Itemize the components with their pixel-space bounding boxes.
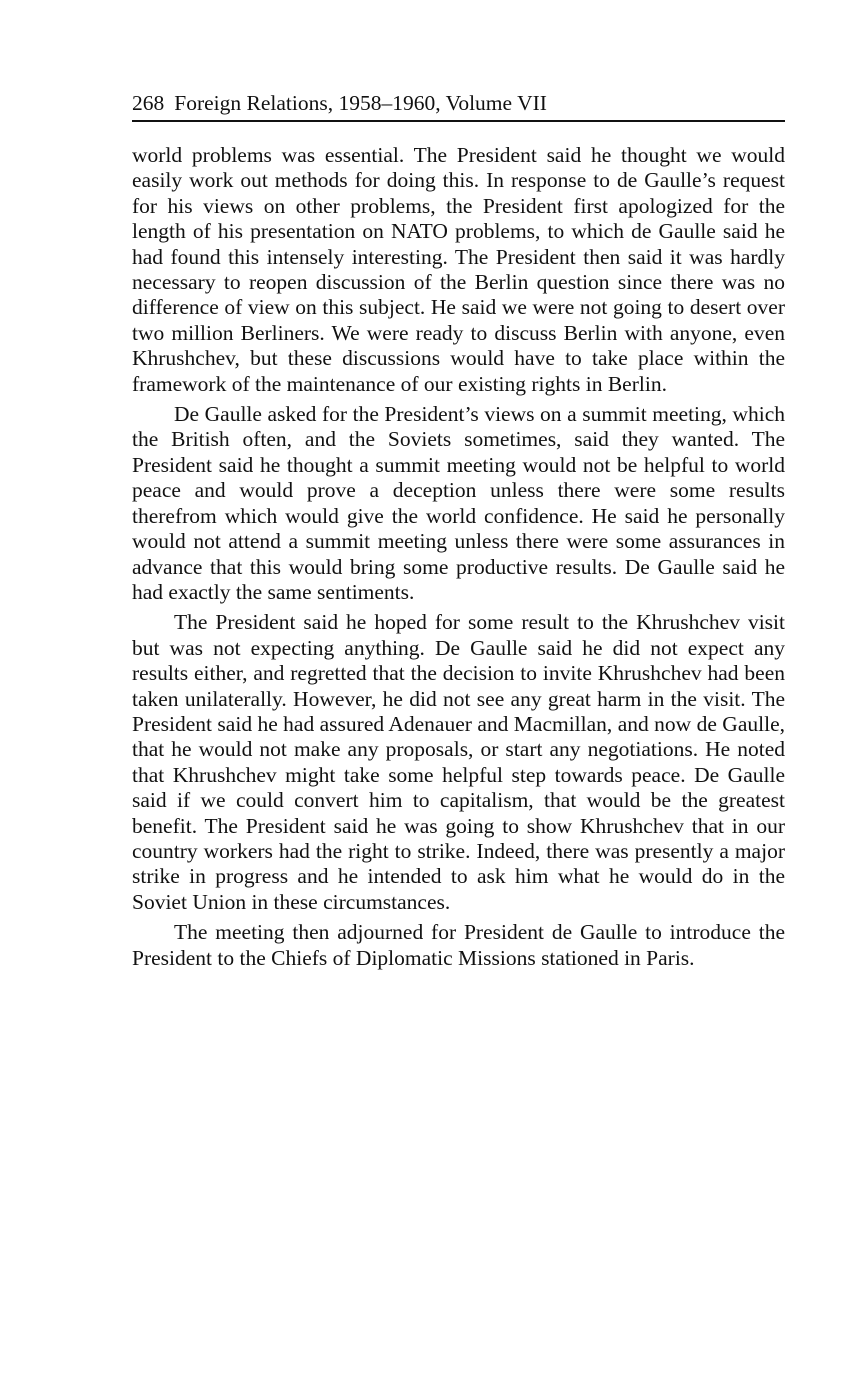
page-number: 268: [132, 91, 165, 115]
paragraph-meeting-adjourned: The meeting then adjourned for President de Gaulle to introduce the President to the Chiefs of Diplomatic Missions stationed in Paris.: [132, 920, 785, 970]
paragraph-continued: world problems was essential. The President said he thought we would easily work out methods for doing this. In response to de Gaulle’s request for his views on other problems, the President first apologized for the length of his presentation on NATO problems, to which de Gaulle said he had found this intensely interesting. The President then said it was hardly necessary to reopen discussion of the Berlin question since there was no difference of view on this subject. He said we were not going to desert over two million Berliners. We were ready to discuss Berlin with anyone, even Khrushchev, but these discussions would have to take place within the framework of the maintenance of our existing rights in Berlin.: [132, 143, 785, 396]
running-head: [132, 88, 785, 122]
paragraph-summit-meeting: De Gaulle asked for the President’s views on a summit meeting, which the British often, and the Soviets sometimes, said they wanted. The President said he thought a summit meeting would not be helpful to world peace and would prove a deception unless there were some results therefrom which would give the world confidence. He said he personally would not attend a summit meeting unless there were some assurances in advance that this would bring some productive results. De Gaulle said he had exactly the same sentiments.: [132, 402, 785, 604]
paragraph-khrushchev-visit: The President said he hoped for some result to the Khrushchev visit but was not expecting anything. De Gaulle said he did not expect any results either, and regretted that the decision to invite Khrushchev had been taken unilaterally. However, he did not see any great harm in the visit. The President said he had assured Adenauer and Macmillan, and now de Gaulle, that he would not make any proposals, or start any negotiations. He noted that Khrushchev might take some helpful step towards peace. De Gaulle said if we could convert him to capitalism, that would be the greatest benefit. The President said he was going to show Khrushchev that in our country workers had the right to strike. Indeed, there was presently a major strike in progress and he intended to ask him what he would do in the Soviet Union in these circumstances.: [132, 610, 785, 914]
publication-title: Foreign Relations, 1958–1960, Volume VII: [174, 91, 547, 115]
body-text: [132, 143, 785, 971]
document-page: [132, 88, 785, 976]
